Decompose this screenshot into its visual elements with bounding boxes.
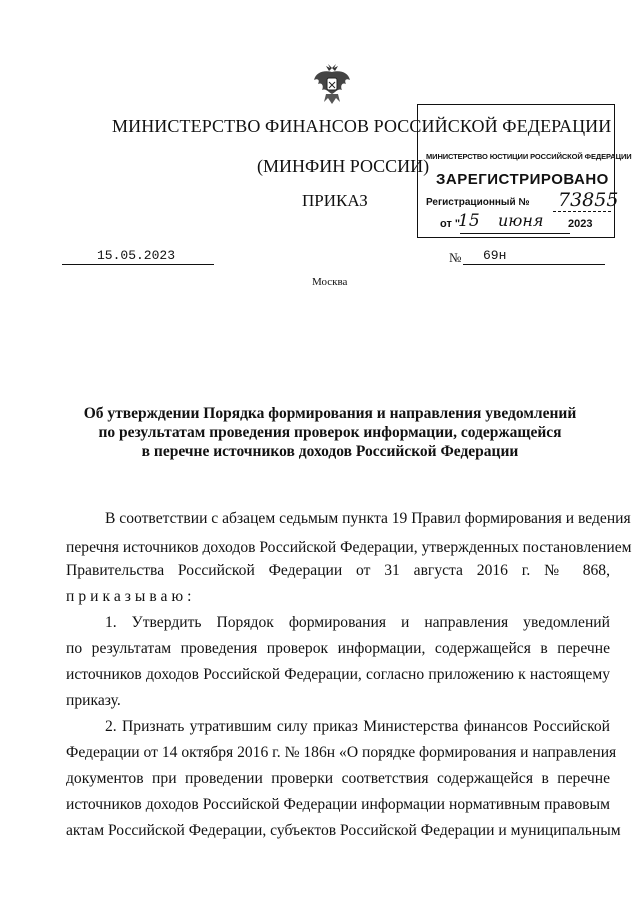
body-line: 2. Признать утратившим силу приказ Министерства финансов Российской <box>105 718 610 735</box>
stamp-date-prefix: от " <box>440 218 461 230</box>
body-line: Федерации от 14 октября 2016 г. № 186н «О порядке формирования и направления <box>66 744 617 761</box>
body-line: документов при проведении проверки соответствия содержащейся в перечне <box>66 770 610 787</box>
registration-stamp <box>417 104 632 238</box>
order-number-label: № <box>449 250 462 265</box>
stamp-month: июня <box>498 211 544 230</box>
order-number: 69н <box>483 248 507 263</box>
title-line: по результатам проведения проверок информации, содержащейся <box>98 424 562 441</box>
body-line: приказываю: <box>66 588 196 605</box>
stamp-number-underline <box>553 211 611 212</box>
city: Москва <box>312 276 348 288</box>
stamp-registration-number: 73855 <box>558 189 619 211</box>
body-line: перечня источников доходов Российской Федерации, утвержденных постановлением <box>66 539 632 556</box>
order-date: 15.05.2023 <box>97 248 176 263</box>
stamp-ministry-name: МИНИСТЕРСТВО ЮСТИЦИИ РОССИЙСКОЙ ФЕДЕРАЦИИ <box>426 152 632 161</box>
body-line: источников доходов Российской Федерации информации нормативным правовым <box>66 796 610 813</box>
ministry-short-name: (МИНФИН РОССИИ) <box>257 156 430 176</box>
body-line: актам Российской Федерации, субъектов Российской Федерации и муниципальным <box>66 822 621 839</box>
body-line: В соответствии с абзацем седьмым пункта 19 Правил формирования и ведения <box>105 510 631 527</box>
document-title <box>40 404 620 461</box>
body-line: источников доходов Российской Федерации, согласно приложению к настоящему <box>66 666 610 683</box>
body-line: Правительства Российской Федерации от 31 августа 2016 г. № 868, <box>66 562 610 579</box>
body-line: 1. Утвердить Порядок формирования и направления уведомлений <box>105 614 610 631</box>
body-line: приказу. <box>66 692 121 709</box>
order-number-underline <box>463 264 605 265</box>
stamp-registered-label: ЗАРЕГИСТРИРОВАНО <box>436 171 609 188</box>
title-line: Об утверждении Порядка формирования и направления уведомлений <box>83 405 577 422</box>
ministry-name: МИНИСТЕРСТВО ФИНАНСОВ РОССИЙСКОЙ ФЕДЕРАЦИИ <box>112 116 612 136</box>
body-line: по результатам проведения проверок информации, содержащейся в перечне <box>66 640 610 657</box>
russian-coat-of-arms-icon <box>312 62 352 108</box>
document-type: ПРИКАЗ <box>302 191 368 210</box>
stamp-day: 15 <box>458 211 480 231</box>
stamp-registration-label: Регистрационный № <box>426 197 530 208</box>
stamp-year: 2023 <box>568 218 593 230</box>
order-date-underline <box>62 264 214 265</box>
title-line: в перечне источников доходов Российской Федерации <box>141 443 519 460</box>
stamp-date-underline <box>460 233 570 234</box>
